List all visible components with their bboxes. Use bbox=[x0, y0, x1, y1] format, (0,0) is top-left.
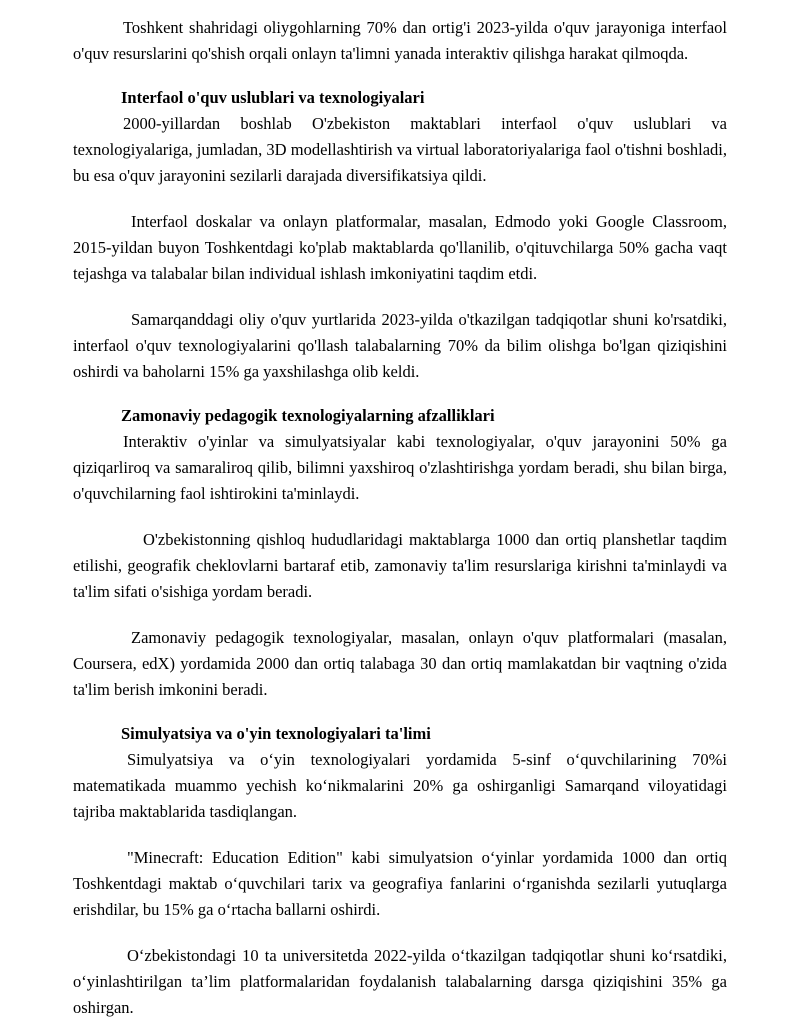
paragraph-4: Samarqanddagi oliy o'quv yurtlarida 2023-yilda o'tkazilgan tadqiqotlar shuni ko'rsatdiki, interfaol o'quv texnologiyalarini qo'llash talabalarning 70% da bilim olishga bo'lgan qiziqishini oshirdi va baholarni 15% ga yaxshilashga olib keldi. bbox=[73, 310, 727, 381]
paragraph-7: Zamonaviy pedagogik texnologiyalar, masalan, onlayn o'quv platformalari (masalan, Coursera, edX) yordamida 2000 dan ortiq talabaga 30 dan ortiq mamlakatdan bir vaqtning o'zida ta'lim berish imkonini beradi. bbox=[73, 628, 727, 699]
paragraph-8: Simulyatsiya va o‘yin texnologiyalari yordamida 5-sinf o‘quvchilarining 70%i matematikada muammo yechish ko‘nikmalarini 20% ga oshirganligi Samarqand viloyatidagi tajriba maktablarida tasdiqlangan. bbox=[73, 750, 727, 821]
paragraph-10: O‘zbekistondagi 10 ta universitetda 2022-yilda o‘tkazilgan tadqiqotlar shuni ko‘rsatdiki, o‘yinlashtirilgan ta’lim platformalaridan foydalanish talabalarning darsga qiziqishini 35% ga oshirgan. bbox=[73, 946, 727, 1017]
heading-simulation-games: Simulyatsiya va o'yin texnologiyalari ta'limi bbox=[121, 724, 431, 743]
paragraph-6: O'zbekistonning qishloq hududlaridagi maktablarga 1000 dan ortiq planshetlar taqdim etilishi, geografik cheklovlarni bartaraf etib, zamonaviy ta'lim resurslariga kirishni ta'minlaydi va ta'lim sifati o'sishiga yordam beradi. bbox=[73, 530, 727, 601]
paragraph-5: Interaktiv o'yinlar va simulyatsiyalar kabi texnologiyalar, o'quv jarayonini 50% ga qiziqarliroq va samaraliroq qilib, bilimni yaxshiroq o'zlashtirishga yordam beradi, shu bilan birga, o'quvchilarning faol ishtirokini ta'minlaydi. bbox=[73, 432, 727, 503]
paragraph-1: Toshkent shahridagi oliygohlarning 70% dan ortig'i 2023-yilda o'quv jarayoniga interfaol o'quv resurslarini qo'shish orqali onlayn ta'limni yanada interaktiv qilishga harakat qilmoqda. bbox=[73, 18, 727, 63]
paragraph-9: "Minecraft: Education Edition" kabi simulyatsion o‘yinlar yordamida 1000 dan ortiq Toshkentdagi maktab o‘quvchilari tarix va geografiya fanlarini o‘rganishda sezilarli yutuqlarga erishdilar, bu 15% ga o‘rtacha ballarni oshirdi. bbox=[73, 848, 727, 919]
paragraph-3: Interfaol doskalar va onlayn platformalar, masalan, Edmodo yoki Google Classroom, 2015-yildan buyon Toshkentdagi ko'plab maktablarda qo'llanilib, o'qituvchilarga 50% gacha vaqt tejashga va talabalar bilan individual ishlash imkoniyatini taqdim etdi. bbox=[73, 212, 727, 283]
heading-modern-technologies: Zamonaviy pedagogik texnologiyalarning afzalliklari bbox=[121, 406, 495, 425]
heading-interactive-methods: Interfaol o'quv uslublari va texnologiyalari bbox=[121, 88, 425, 107]
paragraph-2: 2000-yillardan boshlab O'zbekiston maktablari interfaol o'quv uslublari va texnologiyalariga, jumladan, 3D modellashtirish va virtual laboratoriyalariga faol o'tishni boshladi, bu esa o'quv jarayonini sezilarli darajada diversifikatsiya qildi. bbox=[73, 114, 727, 185]
